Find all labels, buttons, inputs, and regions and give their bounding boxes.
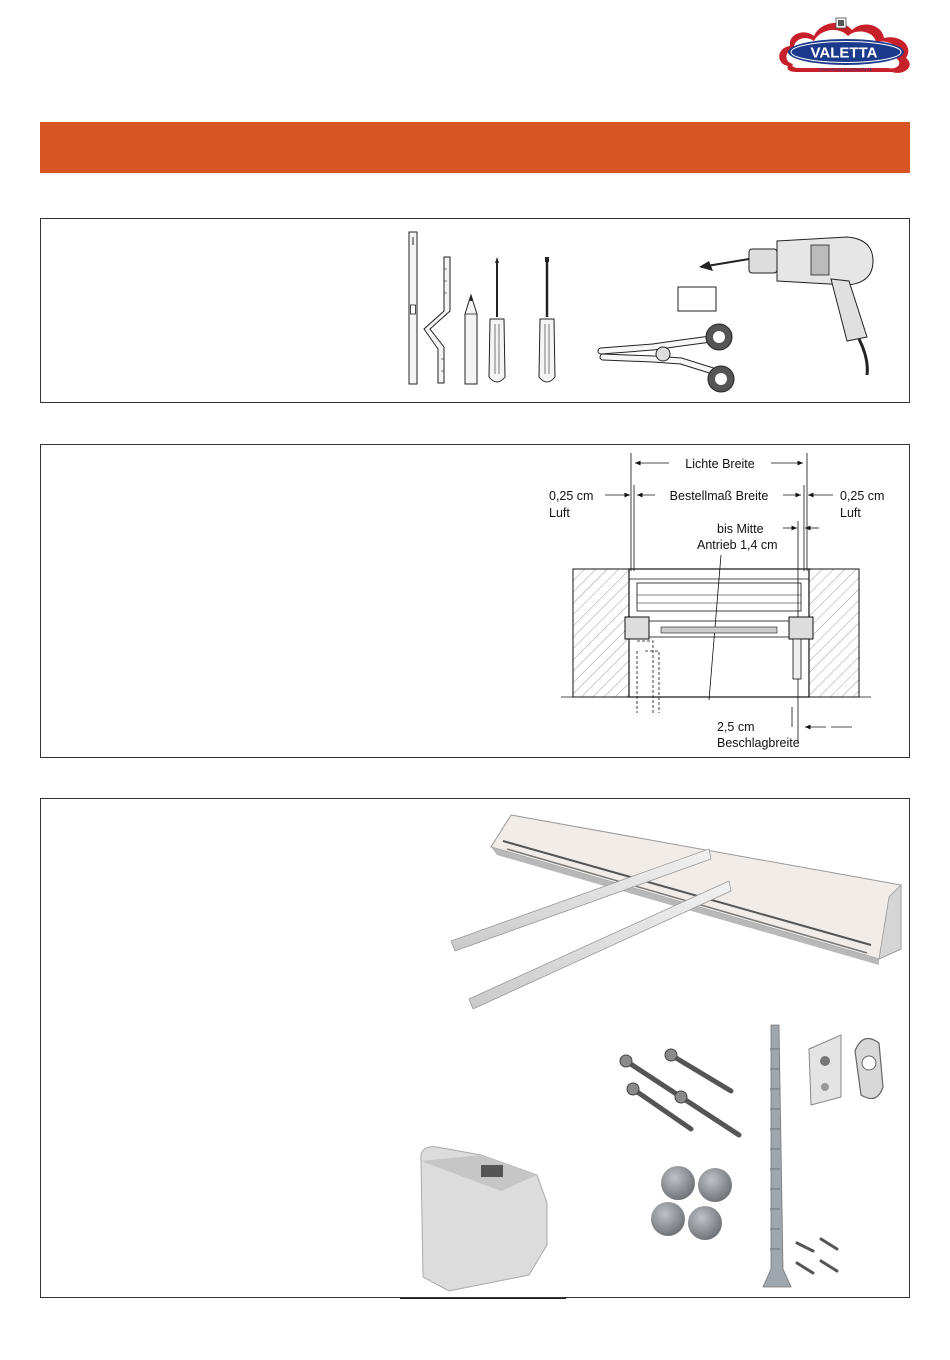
bracket-width-value: 2,5 cm bbox=[717, 720, 755, 734]
left-gap-value: 0,25 cm bbox=[549, 489, 594, 503]
header-banner bbox=[40, 122, 910, 173]
right-gap-label: Luft bbox=[840, 506, 861, 520]
end-cap-image bbox=[421, 1147, 547, 1291]
bracket-width-label: Beschlagbreite bbox=[717, 736, 800, 750]
wood-screws-image bbox=[620, 1049, 739, 1135]
headrail-image bbox=[491, 815, 901, 965]
tools-illustration bbox=[41, 219, 909, 402]
drive-label-line1: bis Mitte bbox=[717, 522, 764, 536]
logo-brand: VALETTA bbox=[810, 44, 878, 62]
drill-icon bbox=[678, 237, 873, 375]
small-screws-image bbox=[797, 1239, 837, 1273]
spring-rod-image bbox=[763, 1025, 791, 1287]
bestellmass-breite-label: Bestellmaß Breite bbox=[669, 489, 769, 503]
cover-caps-image bbox=[651, 1166, 732, 1240]
footer-rule bbox=[400, 1298, 566, 1299]
drive-label-line2: Antrieb 1,4 cm bbox=[697, 538, 778, 552]
left-gap-label: Luft bbox=[549, 506, 570, 520]
tools-panel bbox=[40, 218, 910, 403]
valetta-logo bbox=[776, 14, 916, 78]
pliers-icon bbox=[601, 324, 734, 392]
lichte-breite-label: Lichte Breite bbox=[685, 457, 755, 471]
folding-rule-icon bbox=[424, 257, 450, 383]
bracket-image bbox=[809, 1035, 883, 1105]
phillips-screwdriver-icon bbox=[489, 257, 505, 382]
measurement-panel bbox=[40, 444, 910, 758]
spirit-level-icon bbox=[409, 232, 417, 384]
right-gap-value: 0,25 cm bbox=[840, 489, 885, 503]
flat-screwdriver-icon bbox=[539, 257, 555, 382]
parts-illustration bbox=[41, 799, 909, 1297]
measurement-diagram bbox=[41, 445, 909, 757]
logo-tagline: Sonnenschutztechnik bbox=[819, 67, 873, 72]
logo-registered: ® bbox=[900, 43, 905, 49]
parts-panel bbox=[40, 798, 910, 1298]
pencil-icon bbox=[465, 295, 477, 384]
